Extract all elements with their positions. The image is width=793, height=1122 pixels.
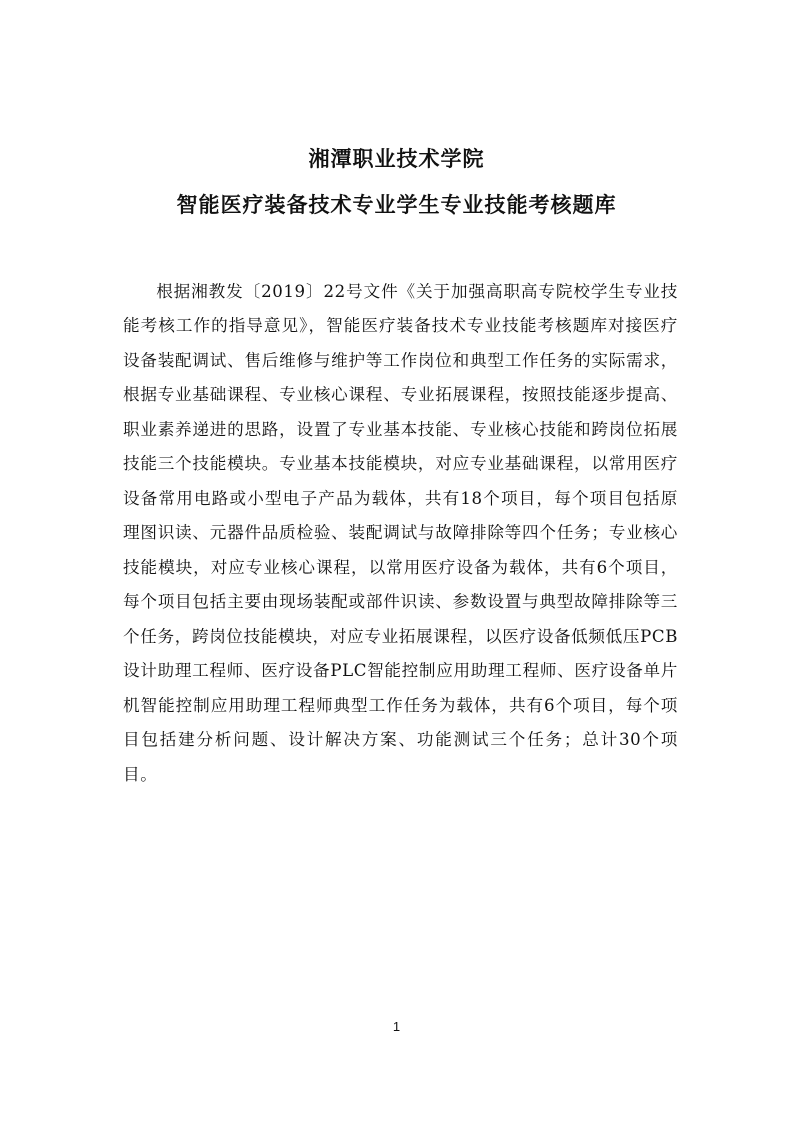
page-number: 1	[392, 1019, 401, 1034]
intro-paragraph: 根据湘教发〔2019〕22号文件《关于加强高职高专院校学生专业技能考核工作的指导意见》，智能医疗装备技术专业技能考核题库对接医疗设备装配调试、售后维修与维护等工作岗位和典型工作任务的实际需求，根据专业基础课程、专业核心课程、专业拓展课程，按照技能逐步提高、职业素养递进的思路，设置了专业基本技能、专业核心技能和跨岗位拓展技能三个技能模块。专业基本技能模块，对应专业基础课程，以常用医疗设备常用电路或小型电子产品为载体，共有18个项目，每个项目包括原理图识读、元器件品质检验、装配调试与故障排除等四个任务；专业核心技能模块，对应专业核心课程，以常用医疗设备为载体，共有6个项目，每个项目包括主要由现场装配或部件识读、参数设置与典型故障排除等三个任务，跨岗位技能模块，对应专业拓展课程，以医疗设备低频低压PCB设计助理工程师、医疗设备PLC智能控制应用助理工程师、医疗设备单片机智能控制应用助理工程师典型工作任务为载体，共有6个项目，每个项目包括建分析问题、设计解决方案、功能测试三个任务；总计30个项目。	[123, 281, 678, 784]
document-title-question-bank: 智能医疗装备技术专业学生专业技能考核题库	[176, 193, 617, 217]
title-block	[0, 143, 793, 221]
document-title-school: 湘潭职业技术学院	[308, 147, 485, 171]
